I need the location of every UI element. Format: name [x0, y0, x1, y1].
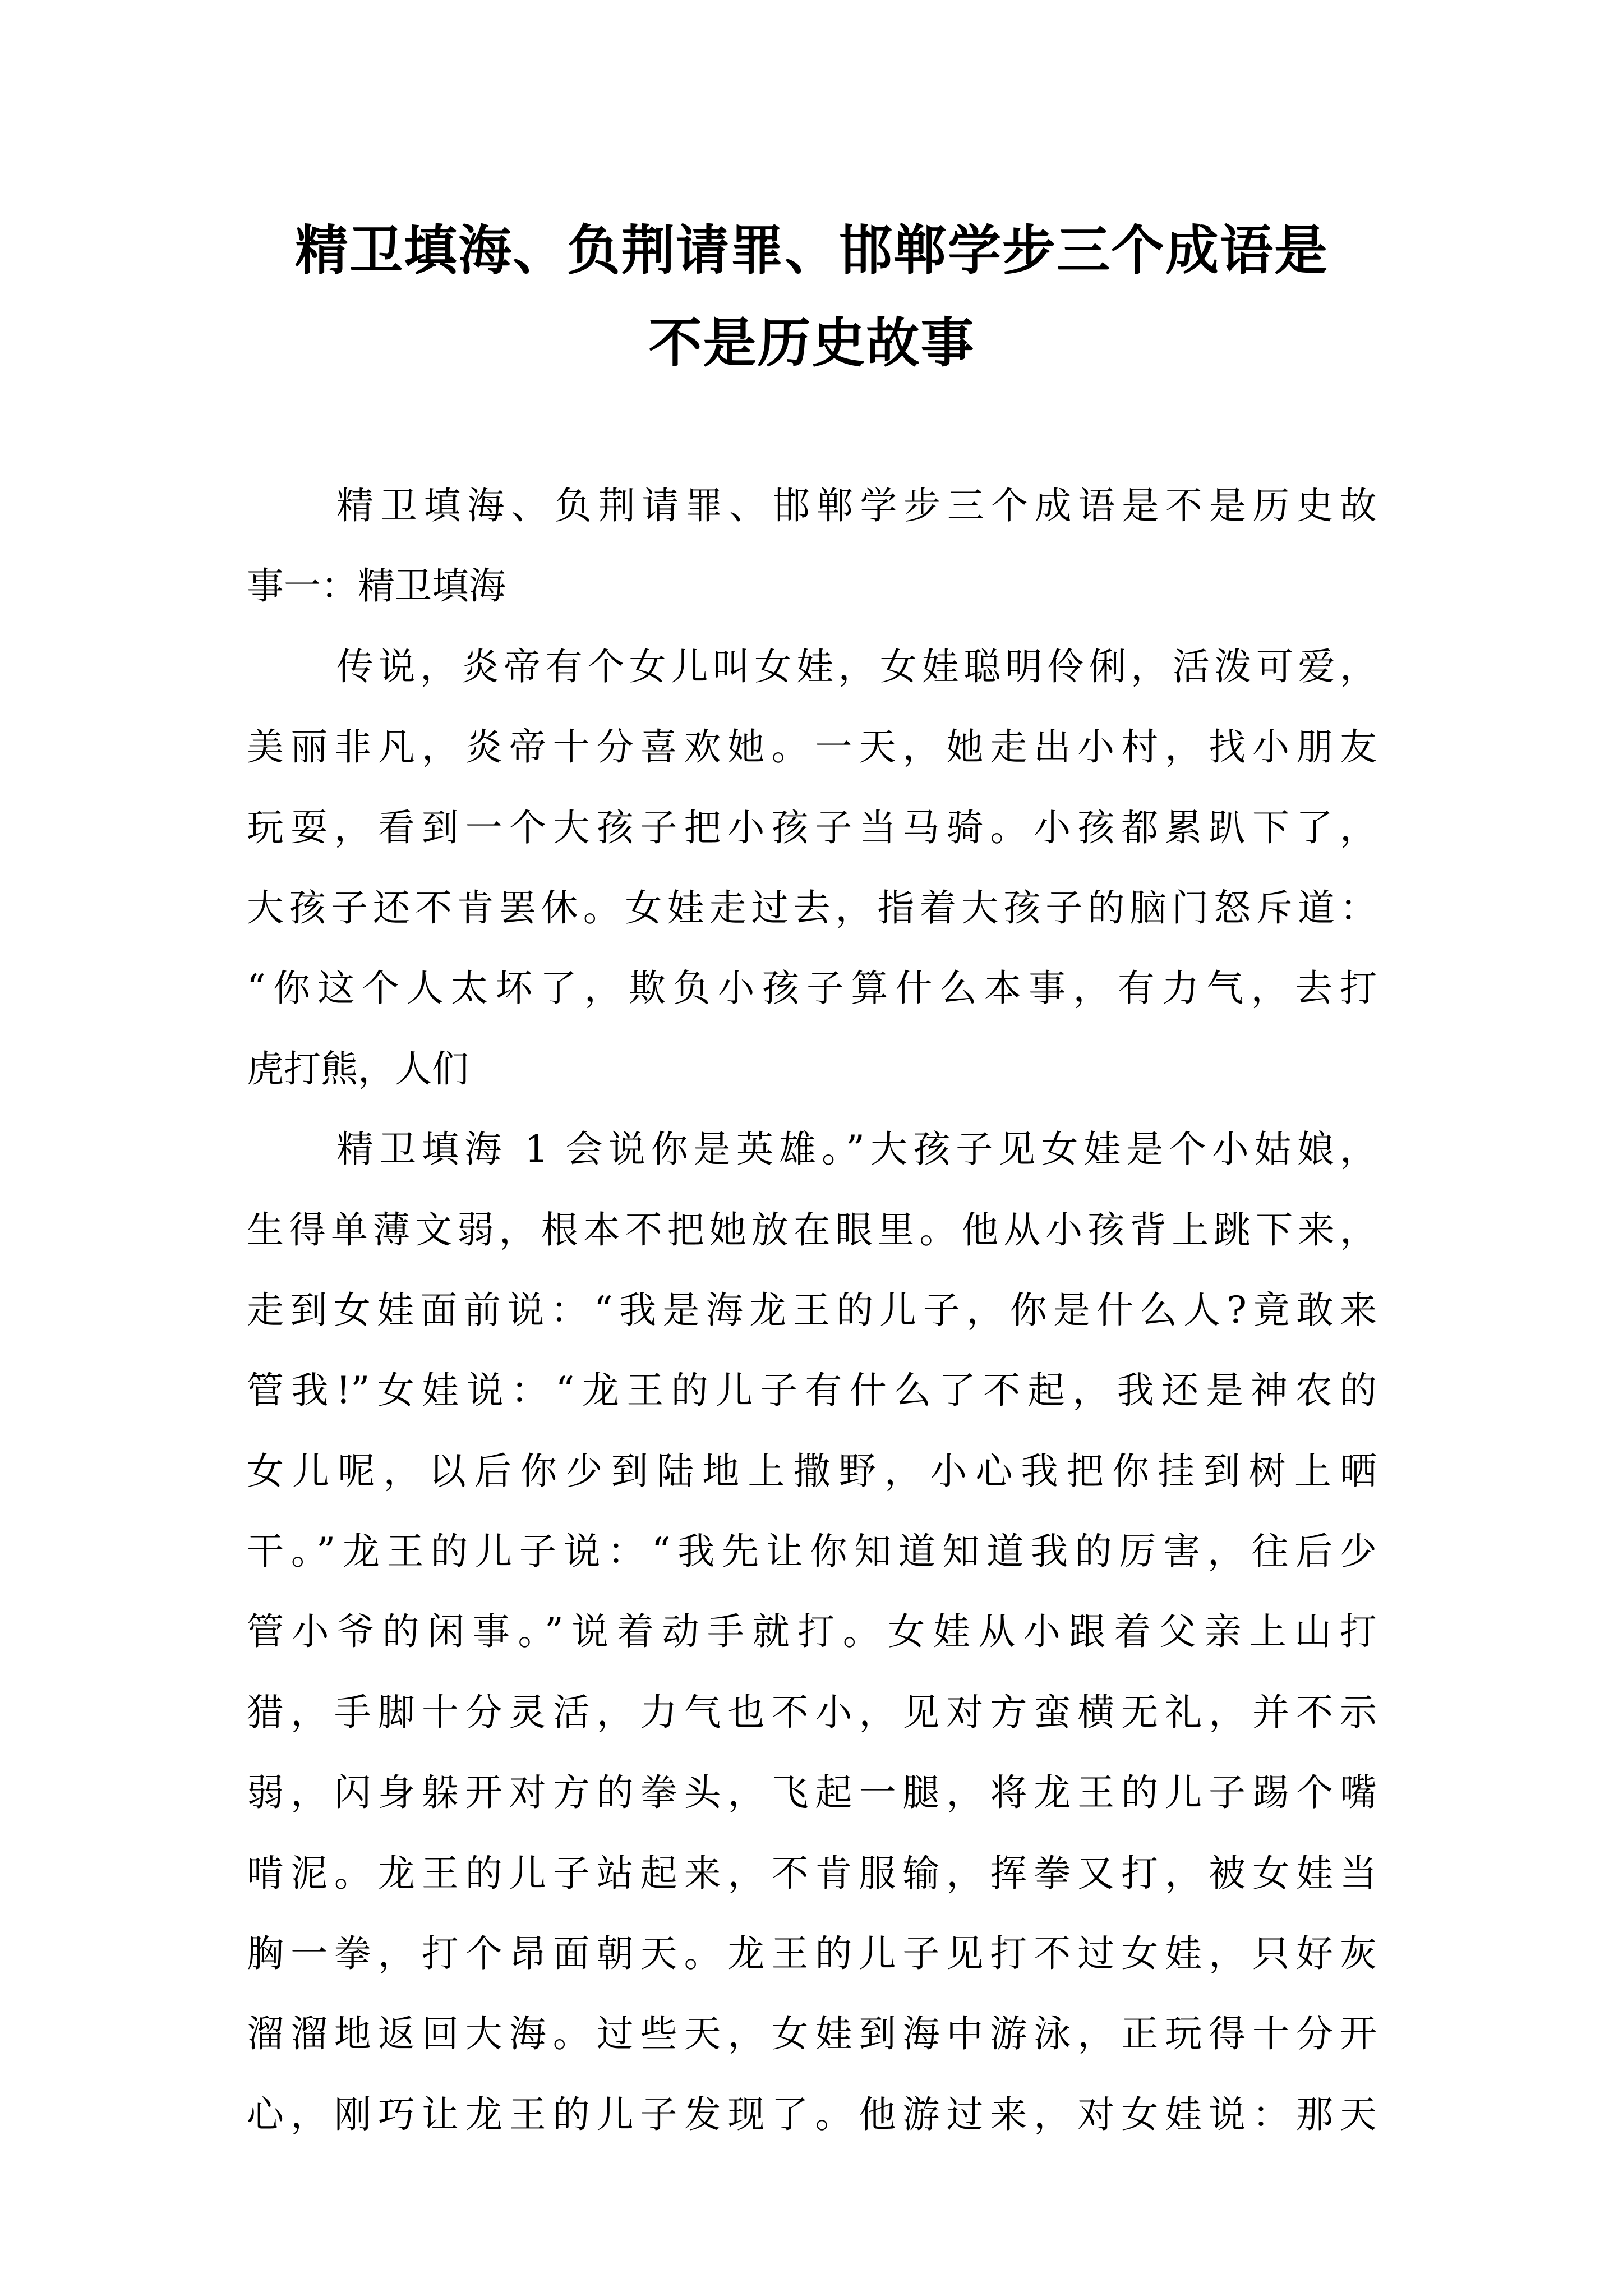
text-line: 虎打熊，人们 [247, 1047, 469, 1091]
text-line: 胸一拳，打个昂面朝天。龙王的儿子见打不过女娃，只好灰 [247, 1932, 1377, 1976]
text-line: 干。”龙王的儿子说：“我先让你知道知道我的厉害，往后少 [247, 1530, 1377, 1573]
text-line: 事一：精卫填海 [247, 564, 506, 608]
text-line: 啃泥。龙王的儿子站起来，不肯服输，挥拳又打，被女娃当 [247, 1851, 1377, 1895]
paragraph-1 [247, 466, 1377, 627]
paragraph-2 [247, 627, 1377, 1109]
text-line: 猎，手脚十分灵活，力气也不小，见对方蛮横无礼，并不示 [247, 1690, 1377, 1734]
title-line-2: 不是历史故事 [648, 312, 975, 374]
text-line: 溜溜地返回大海。过些天，女娃到海中游泳，正玩得十分开 [247, 2012, 1377, 2056]
text-line: 管小爷的闲事。”说着动手就打。女娃从小跟着父亲上山打 [247, 1610, 1377, 1654]
text-line: 走到女娃面前说：“我是海龙王的儿子，你是什么人?竟敢来 [247, 1288, 1377, 1332]
text-line: 玩耍，看到一个大孩子把小孩子当马骑。小孩都累趴下了， [247, 806, 1377, 849]
document-body [247, 466, 1377, 2155]
text-line: 精卫填海 1 会说你是英雄。”大孩子见女娃是个小姑娘， [336, 1128, 1377, 1171]
text-line: 管我!”女娃说：“龙王的儿子有什么了不起，我还是神农的 [247, 1369, 1377, 1412]
text-line: 女儿呢，以后你少到陆地上撒野，小心我把你挂到树上晒 [247, 1449, 1377, 1493]
text-line: 心，刚巧让龙王的儿子发现了。他游过来，对女娃说：那天 [247, 2092, 1377, 2136]
text-line: 美丽非凡，炎帝十分喜欢她。一天，她走出小村，找小朋友 [247, 725, 1377, 769]
text-line: 传说，炎帝有个女儿叫女娃，女娃聪明伶俐，活泼可爱， [336, 645, 1377, 688]
text-line: “你这个人太坏了，欺负小孩子算什么本事，有力气，去打 [247, 967, 1377, 1010]
text-line: 弱，闪身躲开对方的拳头，飞起一腿，将龙王的儿子踢个嘴 [247, 1771, 1377, 1815]
text-line: 大孩子还不肯罢休。女娃走过去，指着大孩子的脑门怒斥道： [247, 886, 1377, 930]
document-title [247, 205, 1377, 390]
text-line: 生得单薄文弱，根本不把她放在眼里。他从小孩背上跳下来， [247, 1208, 1377, 1251]
title-line-1: 精卫填海、负荆请罪、邯郸学步三个成语是 [294, 220, 1329, 282]
paragraph-3 [247, 1109, 1377, 2155]
text-line: 精卫填海、负荆请罪、邯郸学步三个成语是不是历史故 [336, 484, 1377, 527]
